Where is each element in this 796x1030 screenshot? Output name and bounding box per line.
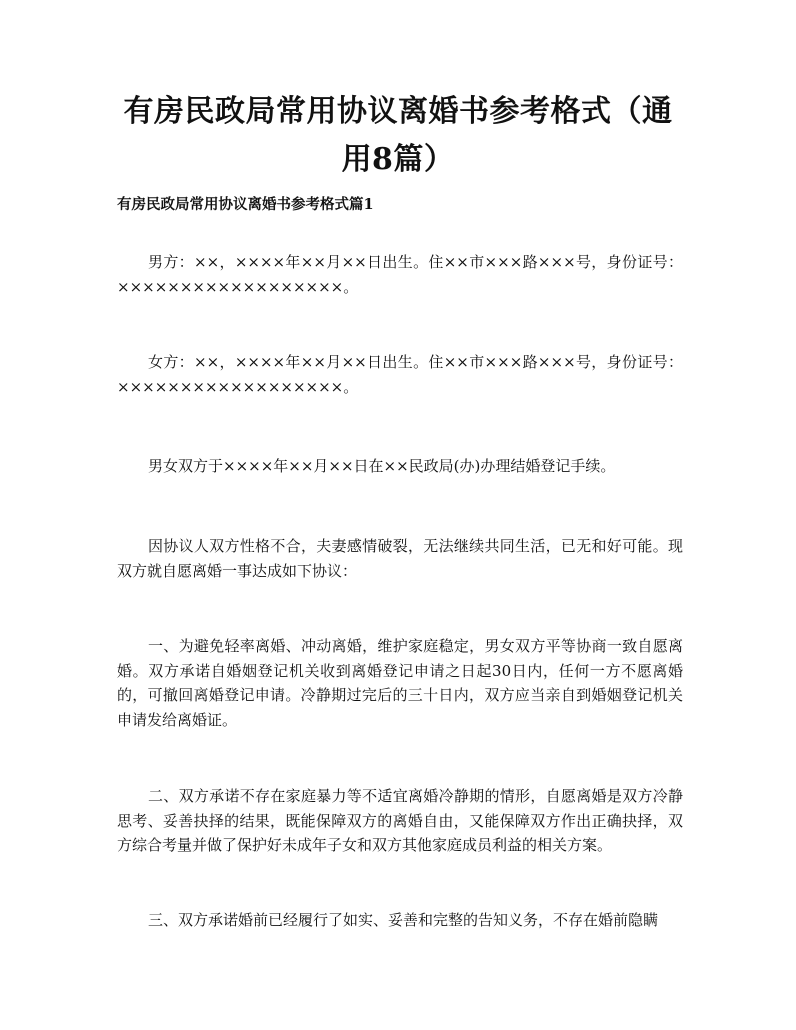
- paragraph-woman-info: 女方：××，××××年××月××日出生。住××市×××路×××号，身份证号：××××××××××××××××××。: [117, 353, 683, 396]
- paragraph-clause-three: 三、双方承诺婚前已经履行了如实、妥善和完整的告知义务，不存在婚前隐瞒: [148, 911, 659, 929]
- paragraph-marriage-registration: 男女双方于××××年××月××日在××民政局(办)办理结婚登记手续。: [148, 457, 616, 475]
- paragraph-clause-one: 一、为避免轻率离婚、冲动离婚，维护家庭稳定，男女双方平等协商一致自愿离婚。双方承诺自婚姻登记机关收到离婚登记申请之日起30日内，任何一方不愿离婚的，可撤回离婚登记申请。冷静期过完后的三十日内，双方应当亲自到婚姻登记机关申请发给离婚证。: [117, 637, 683, 729]
- section-heading: 有房民政局常用协议离婚书参考格式篇1: [117, 196, 374, 213]
- paragraph-man-info: 男方：××，××××年××月××日出生。住××市×××路×××号，身份证号：××××××××××××××××××。: [117, 253, 683, 296]
- paragraph-divorce-reason: 因协议人双方性格不合，夫妻感情破裂，无法继续共同生活，已无和好可能。现双方就自愿离婚一事达成如下协议：: [117, 537, 683, 580]
- paragraph-clause-two: 二、双方承诺不存在家庭暴力等不适宜离婚冷静期的情形，自愿离婚是双方冷静思考、妥善抉择的结果，既能保障双方的离婚自由，又能保障双方作出正确抉择，双方综合考量并做了保护好未成年子女和双方其他家庭成员利益的相关方案。: [117, 787, 683, 854]
- document-title: 有房民政局常用协议离婚书参考格式（通用8篇）: [123, 94, 673, 177]
